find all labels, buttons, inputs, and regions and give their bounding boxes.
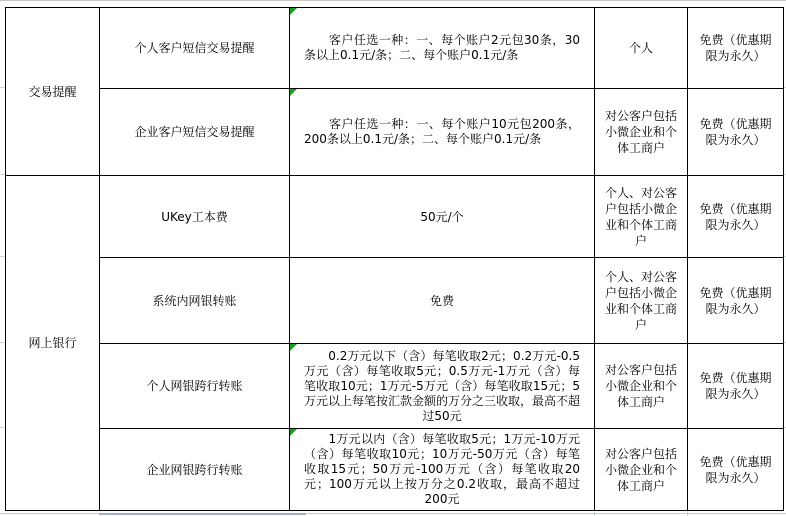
table-row [6, 429, 784, 511]
error-flag-icon [290, 429, 297, 436]
fee-table [5, 7, 784, 511]
error-flag-icon [290, 344, 297, 351]
fee-cell[interactable] [290, 344, 595, 429]
customer-cell[interactable]: 个人、对公客户包括小微企业和个体工商户 [595, 176, 688, 258]
service-cell[interactable]: 企业网银跨行转账 [100, 429, 290, 511]
fee-cell[interactable] [290, 8, 595, 89]
table-row [6, 8, 784, 89]
status-cell[interactable]: 免费（优惠期限为永久） [688, 258, 784, 344]
error-flag-icon [290, 89, 297, 96]
status-cell[interactable]: 免费（优惠期限为永久） [688, 429, 784, 511]
fee-text: 客户任选一种：一、每个账户2元包30条，30条以上0.1元/条；二、每个账户0.1元/条 [304, 33, 580, 62]
status-cell[interactable]: 免费（优惠期限为永久） [688, 89, 784, 176]
service-cell[interactable]: 个人网银跨行转账 [100, 344, 290, 429]
status-cell[interactable]: 免费（优惠期限为永久） [688, 344, 784, 429]
service-cell[interactable]: 企业客户短信交易提醒 [100, 89, 290, 176]
gridline [0, 0, 786, 1]
fee-cell[interactable]: 免费 [290, 258, 595, 344]
fee-text: 0.2万元以下（含）每笔收取2元；0.2万元-0.5万元（含）每笔收取5元；0.5万元-1万元（含）每笔收取10元；1万元-5万元（含）每笔收取15元；5万元以上每笔按汇款金额的万分之三收取，最高不超过50元 [304, 348, 581, 423]
error-flag-icon [290, 8, 297, 15]
fee-text: 客户任选一种：一、每个账户10元包200条，200条以上0.1元/条；二、每个账户0.1元/条 [304, 117, 580, 146]
status-cell[interactable]: 免费（优惠期限为永久） [688, 176, 784, 258]
category-cell[interactable]: 交易提醒 [6, 8, 100, 176]
service-cell[interactable]: UKey工本费 [100, 176, 290, 258]
fee-cell[interactable]: 50元/个 [290, 176, 595, 258]
category-cell[interactable]: 网上银行 [6, 176, 100, 511]
table-row [6, 258, 784, 344]
table-row [6, 89, 784, 176]
table-row [6, 176, 784, 258]
fee-text: 1万元以内（含）每笔收取5元；1万元-10万元（含）每笔收取10元；10万元-50万元（含）每笔收取15元；50万元-100万元（含）每笔收取20元；100万元以上按万分之0.2收取，最高不超过200元 [304, 432, 580, 506]
service-cell[interactable]: 个人客户短信交易提醒 [100, 8, 290, 89]
fee-cell[interactable] [290, 89, 595, 176]
customer-cell[interactable]: 对公客户包括小微企业和个体工商户 [595, 429, 688, 511]
fee-cell[interactable] [290, 429, 595, 511]
customer-cell[interactable]: 对公客户包括小微企业和个体工商户 [595, 89, 688, 176]
gridline [99, 513, 306, 515]
customer-cell[interactable]: 个人 [595, 8, 688, 89]
status-cell[interactable]: 免费（优惠期限为永久） [688, 8, 784, 89]
customer-cell[interactable]: 个人、对公客户包括小微企业和个体工商户 [595, 258, 688, 344]
service-cell[interactable]: 系统内网银转账 [100, 258, 290, 344]
table-row [6, 344, 784, 429]
customer-cell[interactable]: 对公客户包括小微企业和个体工商户 [595, 344, 688, 429]
